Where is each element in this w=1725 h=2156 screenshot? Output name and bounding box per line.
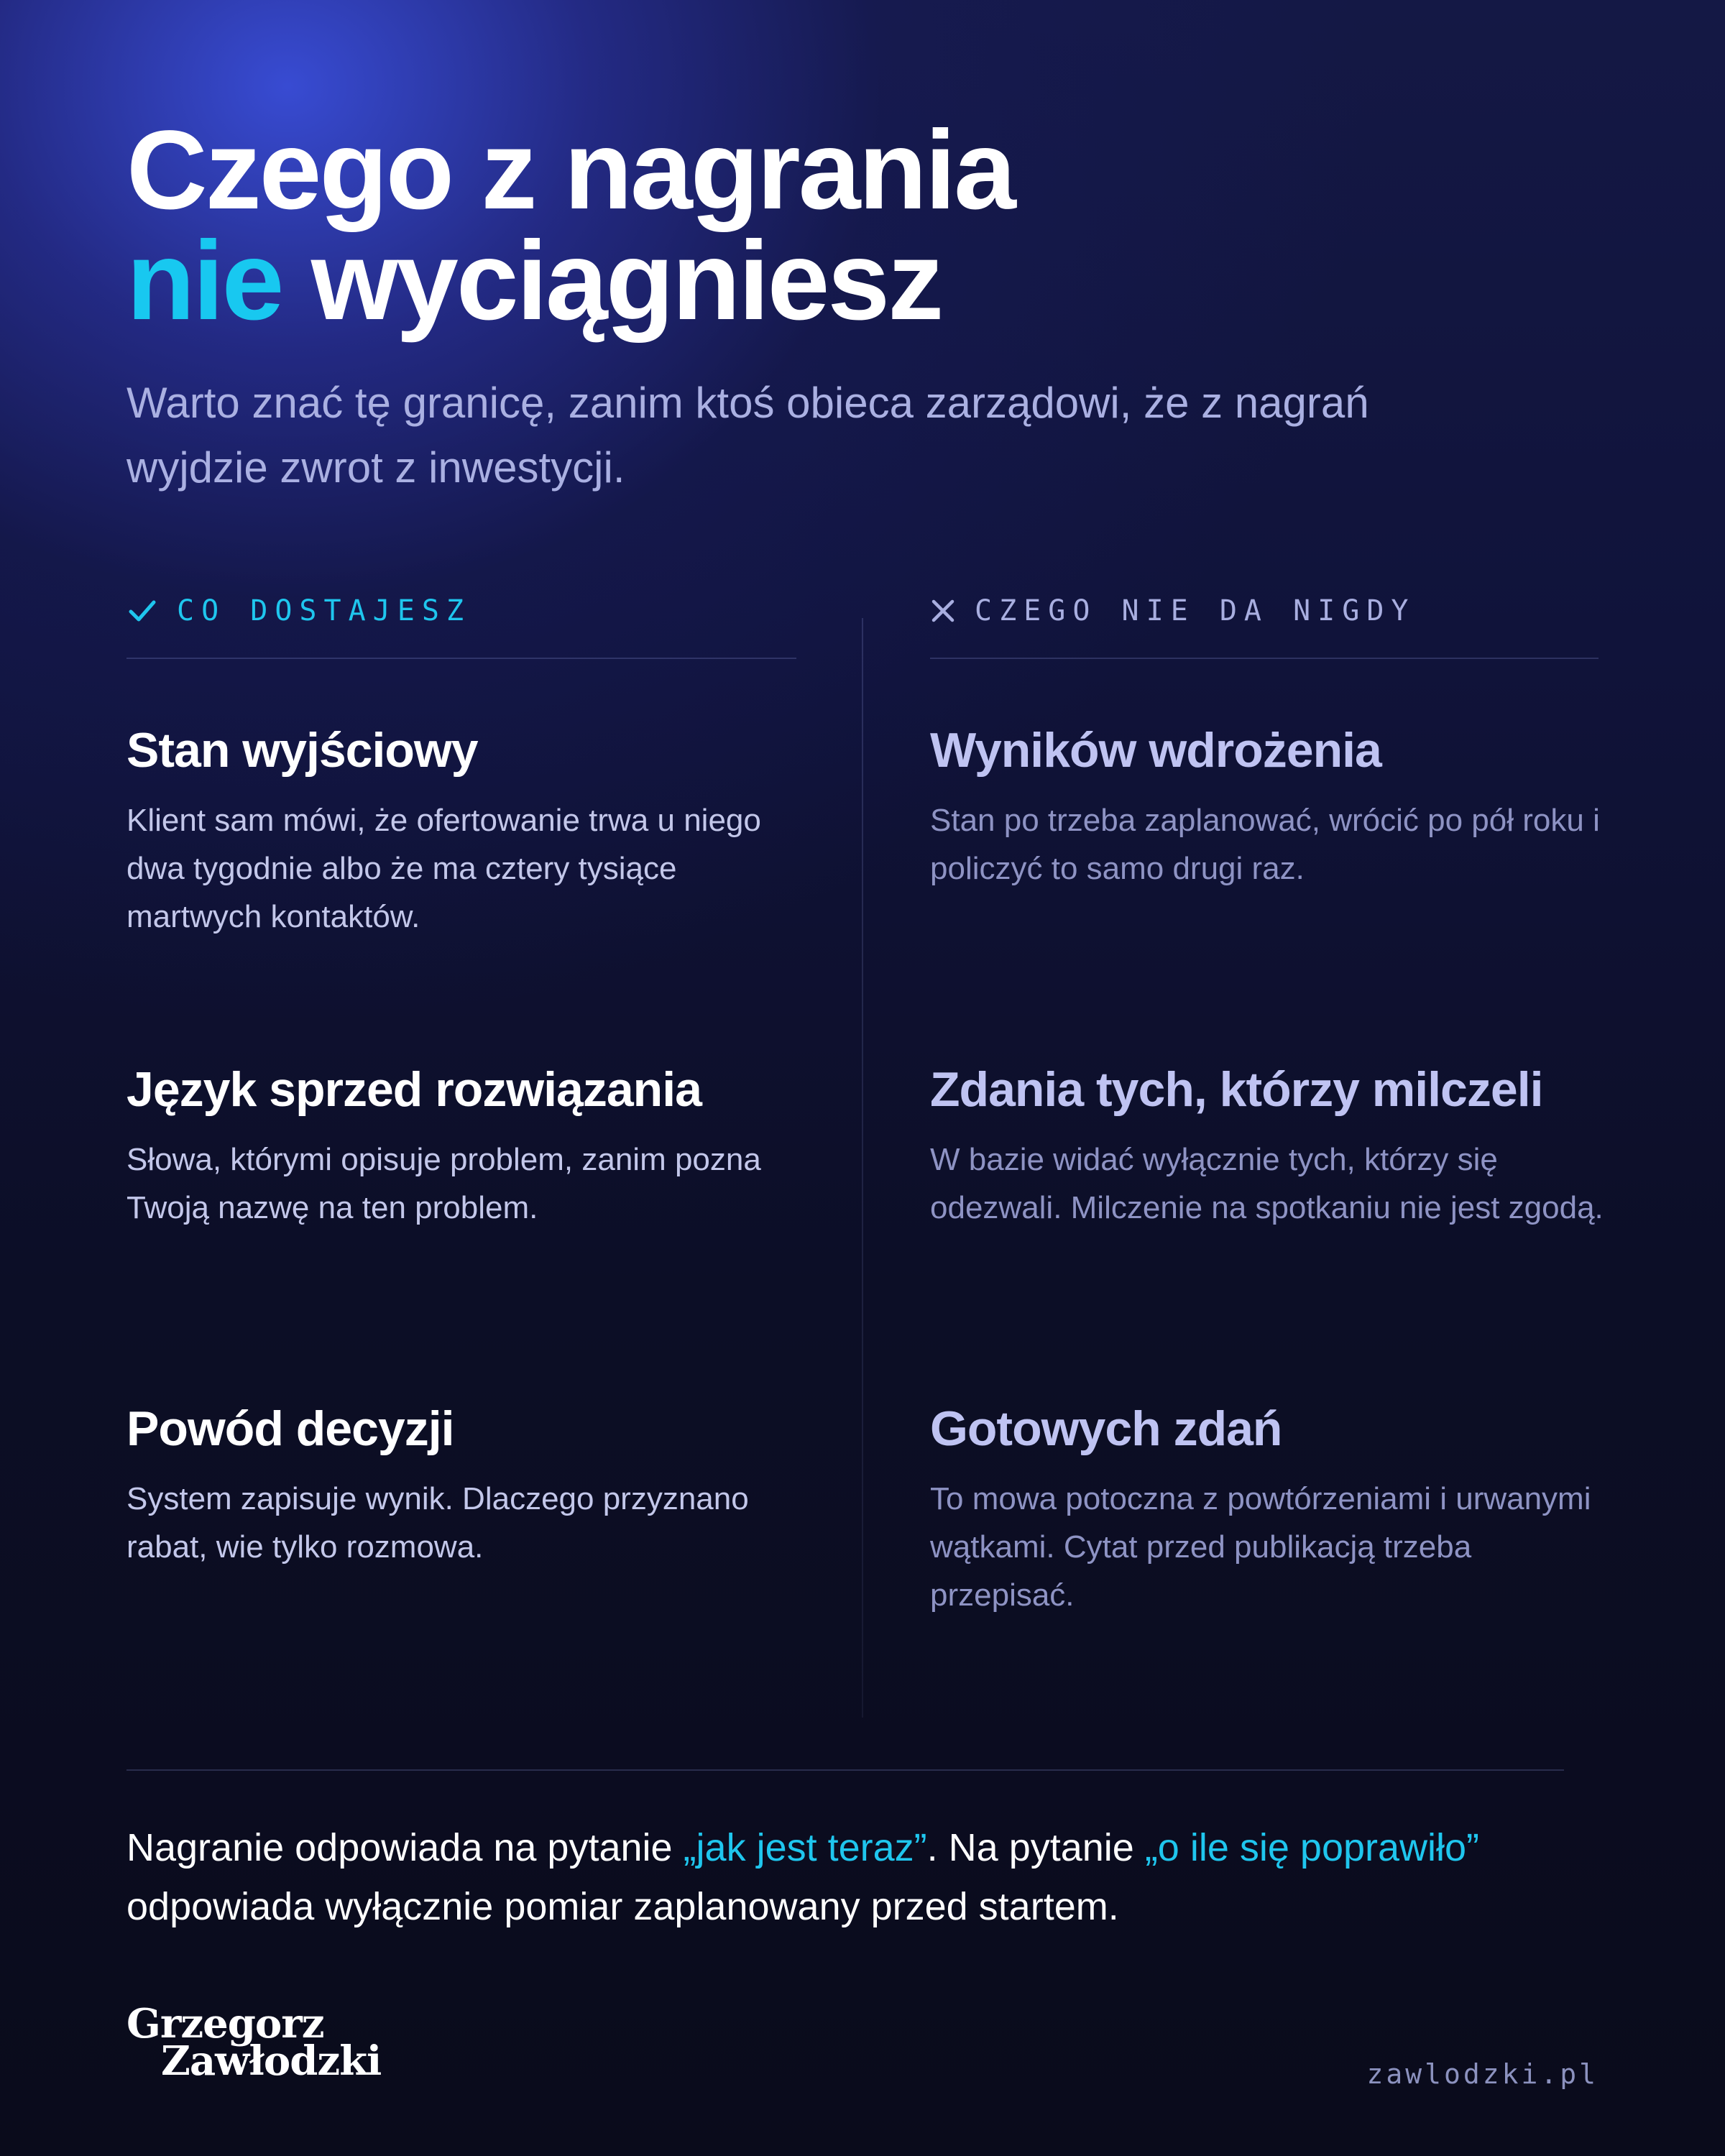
never-item	[930, 1059, 1606, 1232]
column-header-gets	[126, 589, 471, 632]
never-item-title: Wyników wdrożenia	[930, 723, 1381, 778]
author-logo	[126, 2000, 382, 2085]
left-column-divider	[126, 658, 796, 659]
summary-part-2: . Na pytanie	[926, 1826, 1145, 1869]
gets-item-text: Słowa, którymi opisuje problem, zanim pozna Twoją nazwę na ten problem.	[126, 1142, 761, 1225]
column-header-never-label: CZEGO NIE DA NIGDY	[975, 594, 1416, 627]
column-header-gets-label: CO DOSTAJESZ	[177, 594, 471, 627]
gets-item	[126, 720, 802, 941]
page-subtitle: Warto znać tę granicę, zanim ktoś obieca zarządowi, że z nagrań wyjdzie zwrot z inwestycji.	[126, 379, 1369, 492]
summary-part-1: Nagranie odpowiada na pytanie	[126, 1826, 684, 1869]
summary-text	[126, 1818, 1600, 1936]
never-item-title: Gotowych zdań	[930, 1401, 1282, 1456]
summary-quote-2: „o ile się poprawiło”	[1144, 1826, 1480, 1869]
gets-item-text: Klient sam mówi, że ofertowanie trwa u niego dwa tygodnie albo że ma cztery tysiące martwych kontaktów.	[126, 803, 761, 934]
summary-divider	[126, 1769, 1564, 1771]
never-item	[930, 1399, 1606, 1619]
column-header-never	[930, 589, 1415, 632]
page-title	[126, 108, 1014, 344]
never-item	[930, 720, 1606, 893]
website-link[interactable]: zawlodzki.pl	[1366, 2058, 1598, 2090]
right-column-divider	[930, 658, 1598, 659]
gets-item-text: System zapisuje wynik. Dlaczego przyznano rabat, wie tylko rozmowa.	[126, 1481, 749, 1565]
never-item-text: To mowa potoczna z powtórzeniami i urwanymi wątkami. Cytat przed publikacją trzeba przepisać.	[930, 1481, 1591, 1613]
summary-part-3: odpowiada wyłącznie pomiar zaplanowany przed startem.	[126, 1885, 1119, 1928]
title-accent-word: nie	[126, 218, 282, 344]
title-line-1: Czego z nagrania	[126, 108, 1014, 233]
summary-quote-1: „jak jest teraz”	[683, 1826, 927, 1869]
gets-item-title: Stan wyjściowy	[126, 723, 478, 778]
never-item-text: W bazie widać wyłącznie tych, którzy się odezwali. Milczenie na spotkaniu nie jest zgodą.	[930, 1142, 1604, 1225]
gets-item	[126, 1059, 802, 1232]
never-item-text: Stan po trzeba zaplanować, wrócić po pół roku i policzyć to samo drugi raz.	[930, 803, 1600, 886]
x-icon	[930, 598, 956, 624]
gets-item	[126, 1399, 802, 1571]
logo-line-2: Zawłodzki	[161, 2037, 382, 2085]
column-separator	[862, 618, 863, 1718]
logo-line-1: Grzegorz	[126, 2000, 324, 2047]
title-line-2	[126, 218, 1014, 344]
never-item-title: Zdania tych, którzy milczeli	[930, 1062, 1543, 1117]
gets-item-title: Powód decyzji	[126, 1401, 454, 1456]
title-rest: wyciągniesz	[282, 218, 942, 344]
check-icon	[126, 595, 158, 627]
gets-item-title: Język sprzed rozwiązania	[126, 1062, 702, 1117]
